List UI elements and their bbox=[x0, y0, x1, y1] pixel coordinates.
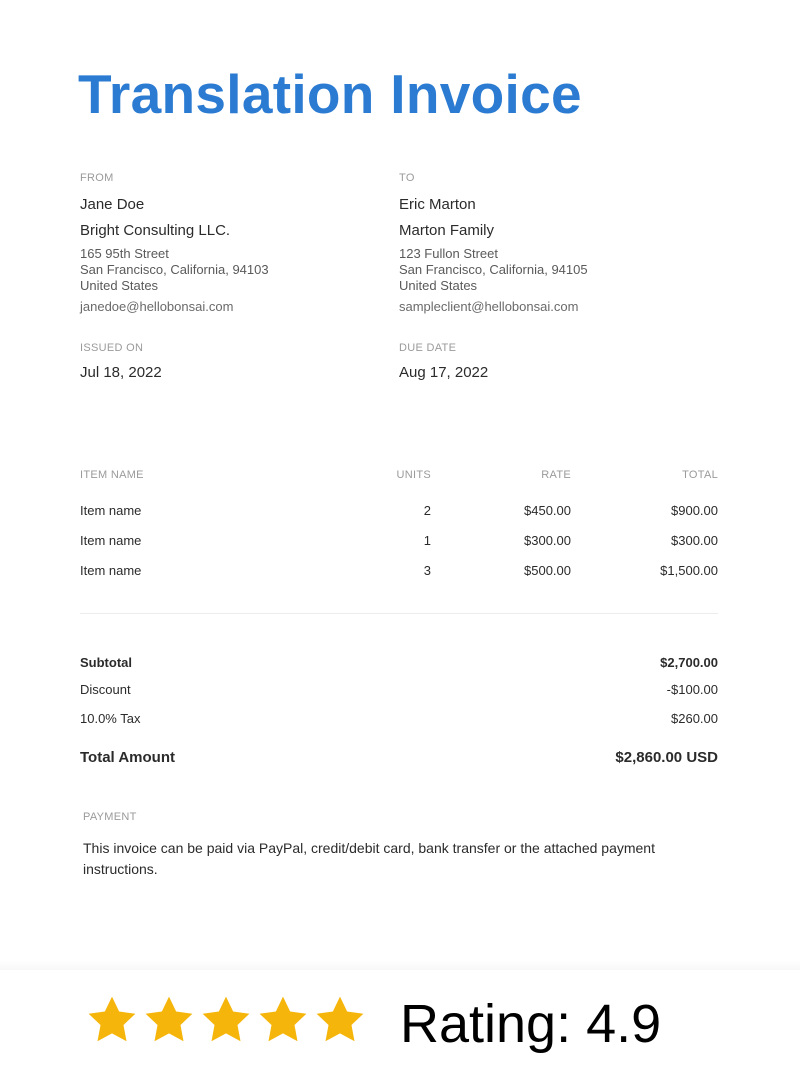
item-units-cell: 2 bbox=[423, 502, 431, 518]
table-row bbox=[80, 555, 718, 585]
item-name-cell: Item name bbox=[80, 562, 142, 578]
issued-on-date: Jul 18, 2022 bbox=[80, 364, 162, 381]
total-amount-row bbox=[80, 732, 718, 782]
invoice-title: Translation Invoice bbox=[78, 63, 582, 125]
subtotal-label: Subtotal bbox=[80, 654, 132, 670]
to-name: Eric Marton bbox=[399, 196, 476, 213]
header-item-name: ITEM NAME bbox=[80, 469, 144, 481]
from-email: janedoe@hellobonsai.com bbox=[80, 299, 234, 314]
issued-on-label: ISSUED ON bbox=[80, 342, 144, 354]
from-address-line3: United States bbox=[80, 278, 159, 293]
totals-section bbox=[80, 650, 718, 782]
table-row bbox=[80, 495, 718, 525]
to-address bbox=[399, 246, 699, 294]
item-total-cell: $900.00 bbox=[671, 502, 718, 518]
to-label: TO bbox=[399, 172, 415, 184]
total-amount-value: $2,860.00 USD bbox=[615, 748, 718, 766]
header-rate: RATE bbox=[541, 469, 571, 481]
to-address-line2: San Francisco, California, 94105 bbox=[399, 262, 588, 277]
to-email: sampleclient@hellobonsai.com bbox=[399, 299, 579, 314]
item-rate-cell: $500.00 bbox=[524, 562, 571, 578]
item-units-cell: 3 bbox=[423, 562, 431, 578]
item-units-cell: 1 bbox=[423, 532, 431, 548]
from-company: Bright Consulting LLC. bbox=[80, 222, 231, 239]
items-divider bbox=[80, 613, 718, 614]
table-row bbox=[80, 525, 718, 555]
item-rate-cell: $450.00 bbox=[524, 502, 571, 518]
discount-value: -$100.00 bbox=[666, 681, 718, 697]
tax-value: $260.00 bbox=[671, 710, 718, 726]
tax-row bbox=[80, 704, 718, 732]
subtotal-value: $2,700.00 bbox=[660, 654, 718, 670]
payment-section bbox=[83, 811, 723, 880]
rating-stars bbox=[86, 994, 366, 1046]
to-address-line3: United States bbox=[399, 278, 478, 293]
item-name-cell: Item name bbox=[80, 532, 142, 548]
discount-row bbox=[80, 674, 718, 704]
due-date-label: DUE DATE bbox=[399, 342, 457, 354]
item-total-cell: $300.00 bbox=[671, 532, 718, 548]
star-icon bbox=[257, 994, 309, 1046]
from-address-line2: San Francisco, California, 94103 bbox=[80, 262, 269, 277]
due-date-value: Aug 17, 2022 bbox=[399, 364, 489, 381]
line-items-header bbox=[80, 468, 718, 482]
tax-label: 10.0% Tax bbox=[80, 710, 141, 726]
discount-label: Discount bbox=[80, 681, 131, 697]
from-label: FROM bbox=[80, 172, 114, 184]
star-icon bbox=[200, 994, 252, 1046]
from-section bbox=[80, 172, 380, 314]
to-company: Marton Family bbox=[399, 222, 495, 239]
due-date-section bbox=[399, 342, 488, 381]
item-rate-cell: $300.00 bbox=[524, 532, 571, 548]
total-amount-label: Total Amount bbox=[80, 748, 175, 766]
payment-instructions: This invoice can be paid via PayPal, credit/debit card, bank transfer or the attached payment instructions. bbox=[83, 840, 655, 877]
payment-label: PAYMENT bbox=[83, 811, 137, 823]
to-section bbox=[399, 172, 699, 314]
line-items-body bbox=[80, 495, 718, 585]
from-name: Jane Doe bbox=[80, 196, 145, 213]
from-address bbox=[80, 246, 380, 294]
to-address-line1: 123 Fullon Street bbox=[399, 246, 499, 261]
star-icon bbox=[314, 994, 366, 1046]
from-address-line1: 165 95th Street bbox=[80, 246, 169, 261]
header-units: UNITS bbox=[396, 469, 431, 481]
star-icon bbox=[143, 994, 195, 1046]
item-name-cell: Item name bbox=[80, 502, 142, 518]
star-icon bbox=[86, 994, 138, 1046]
item-total-cell: $1,500.00 bbox=[660, 562, 718, 578]
header-total: TOTAL bbox=[682, 469, 718, 481]
rating-text: Rating: 4.9 bbox=[400, 994, 662, 1054]
line-items-table bbox=[80, 468, 718, 585]
subtotal-row bbox=[80, 650, 718, 674]
issued-on-section bbox=[80, 342, 162, 381]
